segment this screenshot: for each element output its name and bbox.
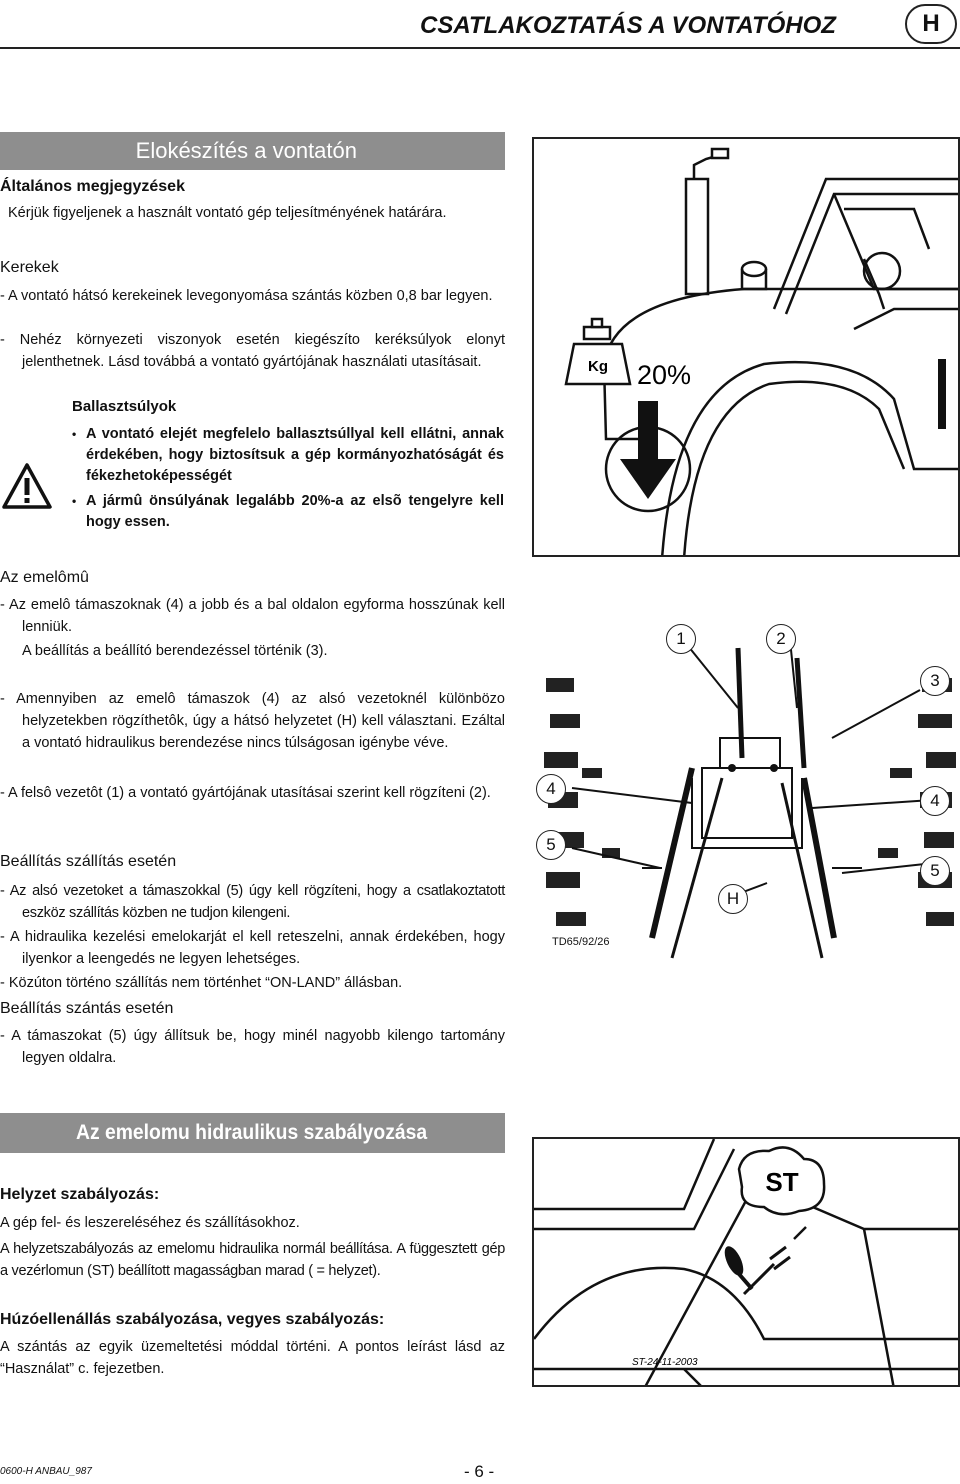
callout-5-right: 5: [920, 856, 950, 886]
figure2-code: TD65/92/26: [552, 936, 610, 948]
page-title: CSATLAKOZTATÁS A VONTATÓHOZ: [420, 12, 836, 39]
callout-4-right: 4: [920, 786, 950, 816]
section-bar-preparation: [0, 132, 505, 170]
callout-3: 3: [920, 666, 950, 696]
warning-icon: [2, 462, 52, 510]
footer-doc-code: 0600-H ANBAU_987: [0, 1466, 92, 1477]
percent-label: 20%: [636, 360, 692, 390]
callout-4-left: 4: [536, 774, 566, 804]
ballast-item: • A vontató elejét megfelelo ballasztsúllyal kell ellátni, annak érdekében, hogy biztosítsuk a gép kormányozhatóságát és fékezhetoképességét: [72, 424, 504, 487]
position-text-2: A helyzetszabályozás az emelomu hidraulika normál beállítása. A függesztett gép a vezérlomun (ST) beállított magasságban marad ( = helyzet).: [0, 1241, 505, 1279]
figure3-code: ST-24-11-2003: [632, 1357, 698, 1368]
figure-tractor-ballast: [532, 137, 960, 557]
lift-item-3: - A felsô vezetôt (1) a vontató gyártójának utasításai szerint kell rögzíteni (2).: [0, 785, 491, 801]
callout-2: 2: [766, 624, 796, 654]
wheels-heading: Kerekek: [0, 259, 59, 276]
position-text-1: A gép fel- és leszereléséhez és szállításokhoz.: [0, 1215, 300, 1231]
tractor-drawing: [534, 139, 960, 557]
ballast-heading: Ballasztsúlyok: [72, 398, 177, 415]
callout-5-left: 5: [536, 830, 566, 860]
plough-item: - A támaszokat (5) úgy állítsuk be, hogy minél nagyobb kilengo tartomány legyen oldalra.: [0, 1028, 505, 1066]
lift-item-1b: A beállítás a beállító berendezéssel történik (3).: [22, 643, 328, 659]
ballast-list: [72, 424, 504, 537]
general-heading: Általános megjegyzések: [0, 178, 185, 195]
draft-text: A szántás az egyik üzemeltetési móddal történi. A pontos leírást lásd az “Használat” c. fejezetben.: [0, 1339, 505, 1377]
linkage-drawing: [542, 618, 960, 964]
wheels-item-2: - Nehéz környezeti viszonyok esetén kiegészíto keréksúlyok elonyt jelenthetnek. Lásd továbbá a vontató gyártójának használati utasításait.: [0, 332, 505, 370]
transport-item-3: - Közúton történo szállítás nem történhet “ON-LAND” állásban.: [0, 975, 403, 991]
section-bar-label: Az emelomu hidraulikus szabályozása: [76, 1121, 428, 1144]
lift-item-2: - Amennyiben az emelô támaszok (4) az alsó vezetoknél különbözo helyzetekben rögzíthetôk, úgy a hátsó helyzetet (H) kell választani. Ezáltal a vontató hidraulikus berendezése nincs túlságosan igénybe véve.: [0, 691, 505, 751]
draft-heading: Húzóellenállás szabályozása, vegyes szabályozás:: [0, 1311, 385, 1328]
general-text: Kérjük figyeljenek a használt vontató gép teljesítményének határára.: [8, 205, 447, 221]
kg-label: Kg: [588, 358, 608, 375]
st-label: ST: [765, 1167, 799, 1197]
language-badge: H: [905, 4, 957, 44]
plough-heading: Beállítás szántás esetén: [0, 1000, 174, 1017]
transport-item-2: - A hidraulika kezelési emelokarját el kell reteszelni, annak érdekében, hogy ilyenkor a leengedés ne legyen lehetséges.: [0, 929, 505, 967]
ballast-item: • A jármû önsúlyának legalább 20%-a az elsõ tengelyre kell hogy essen.: [72, 491, 504, 533]
transport-heading: Beállítás szállítás esetén: [0, 853, 177, 870]
callout-h: H: [718, 884, 748, 914]
lever-drawing: [534, 1139, 960, 1387]
header-rule: [0, 47, 960, 49]
figure-linkage: [542, 618, 960, 964]
page-number: - 6 -: [464, 1462, 495, 1481]
section-bar-hydraulics: [0, 1113, 505, 1153]
wheels-item-1: - A vontató hátsó kerekeinek levegonyomása szántás közben 0,8 bar legyen.: [0, 288, 493, 304]
lift-item-1: - Az emelô támaszoknak (4) a jobb és a bal oldalon egyforma hosszúnak kell lenniük.: [0, 597, 505, 635]
position-heading: Helyzet szabályozás:: [0, 1186, 160, 1203]
callout-1: 1: [666, 624, 696, 654]
section-bar-label: Elokészítés a vontatón: [135, 138, 357, 163]
figure-control-lever: [532, 1137, 960, 1387]
lift-heading: Az emelômû: [0, 569, 89, 586]
transport-item-1: - Az alsó vezetoket a támaszokkal (5) úgy kell rögzíteni, hogy a csatlakoztatott eszköz szállítás közben ne tudjon kilengeni.: [0, 883, 505, 921]
